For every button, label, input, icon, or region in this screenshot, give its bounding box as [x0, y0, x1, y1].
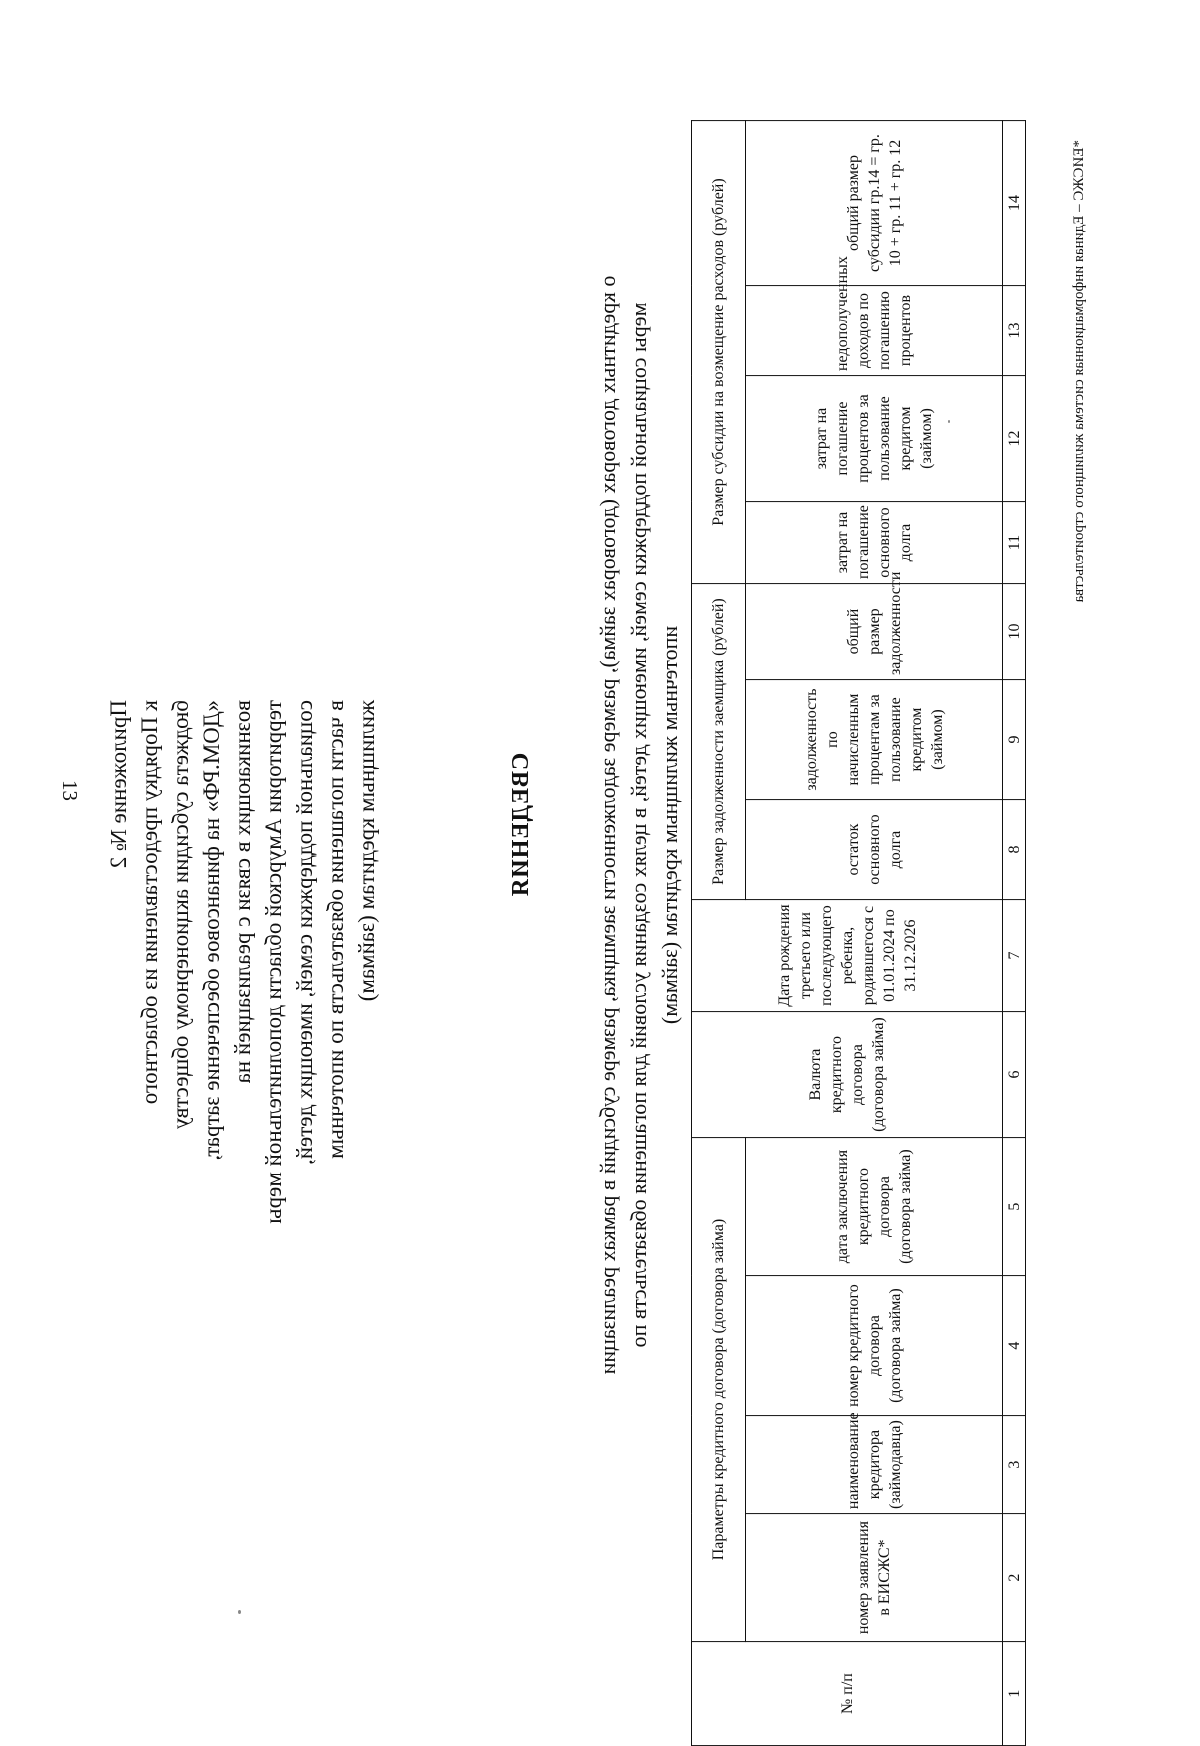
header-group-debt: Размер задолженности заемщика (рублей): [692, 584, 746, 900]
column-number: 1: [1003, 1642, 1026, 1746]
appendix-line: бюджета субсидии акционерному обществу: [168, 700, 193, 1130]
column-number: 4: [1003, 1276, 1026, 1416]
scan-dust-mark: [948, 420, 950, 423]
header-cell-col10: общий размер задолженности: [746, 584, 1003, 680]
column-number: 8: [1003, 800, 1026, 900]
column-number: 2: [1003, 1514, 1026, 1642]
appendix-line: в части погашения обязательств по ипотечным: [323, 700, 348, 1159]
column-number: 7: [1003, 900, 1026, 1012]
header-cell-col13: недополученных доходов по погашению процентов: [746, 286, 1003, 376]
header-cell-col11: затрат на погашение основного долга: [746, 502, 1003, 584]
column-number: 6: [1003, 1012, 1026, 1138]
column-number: 11: [1003, 502, 1026, 584]
header-cell-col12: затрат на погашение процентов за пользование кредитом (займом): [746, 376, 1003, 502]
header-group-subsidy: Размер субсидии на возмещение расходов (рублей): [692, 121, 746, 584]
document-title: СВЕДЕНИЯ: [508, 752, 534, 898]
column-number: 5: [1003, 1138, 1026, 1276]
column-number: 12: [1003, 376, 1026, 502]
header-row-groups: [692, 121, 746, 1746]
appendix-line: Приложение № 2: [106, 700, 131, 869]
column-number: 3: [1003, 1416, 1026, 1514]
appendix-line: возникающих в связи с реализацией на: [230, 700, 255, 1084]
document-subtitle: [592, 175, 685, 1475]
header-cell-col4: номер кредитного договора (договора займа): [746, 1276, 1003, 1416]
subtitle-line: о кредитных договорах (договорах займа), размере задолженности заемщика, размере субсидий в рамках реализации: [595, 275, 620, 1375]
column-number: 10: [1003, 584, 1026, 680]
header-cell-col1: № п/п: [692, 1642, 1003, 1746]
column-number: 14: [1003, 121, 1026, 286]
subsidy-table: [691, 120, 1026, 1746]
subtitle-line: меры социальной поддержки семей, имеющих детей, в целях создания условий для погашения обязательств по: [626, 302, 651, 1348]
footnote: *ЕИСЖС – Единая информационная система жилищного строительства: [1071, 140, 1087, 603]
page-number: 13: [58, 780, 82, 801]
appendix-line: «ДОМ.РФ» на финансовое обеспечение затрат,: [199, 700, 224, 1161]
appendix-line: к Порядку предоставления из областного: [137, 700, 162, 1105]
appendix-line: территории Амурской области дополнительной меры: [261, 700, 286, 1224]
header-cell-col5: дата заключения кредитного договора (договора займа): [746, 1138, 1003, 1276]
header-cell-col6: Валюта кредитного договора (договора займа): [692, 1012, 1003, 1138]
appendix-line: социальной поддержки семей, имеющих детей,: [292, 700, 317, 1165]
header-cell-col7: Дата рождения третьего или последующего ребенка, родившегося с 01.01.2024 по 31.12.2026: [692, 900, 1003, 1012]
header-cell-col2: номер заявления в ЕИСЖС*: [746, 1514, 1003, 1642]
header-cell-col8: остаток основного долга: [746, 800, 1003, 900]
subtitle-line: ипотечным жилищным кредитам (займам): [657, 625, 682, 1025]
column-number: 9: [1003, 680, 1026, 800]
appendix-line: жилищным кредитам (займам): [354, 700, 379, 1002]
header-cell-col9: задолженность по начисленным процентам за пользование кредитом (займом): [746, 680, 1003, 800]
column-number: 13: [1003, 286, 1026, 376]
scan-dust-mark: [238, 1610, 241, 1614]
header-cell-col14: общий размер субсидии гр.14 = гр. 10 + гр. 11 + гр. 12: [746, 121, 1003, 286]
column-number-row: [1003, 121, 1026, 1746]
appendix-header: [103, 700, 382, 1360]
header-group-credit-params: Параметры кредитного договора (договора займа): [692, 1138, 746, 1642]
header-cell-col3: наименование кредитора (займодавца): [746, 1416, 1003, 1514]
